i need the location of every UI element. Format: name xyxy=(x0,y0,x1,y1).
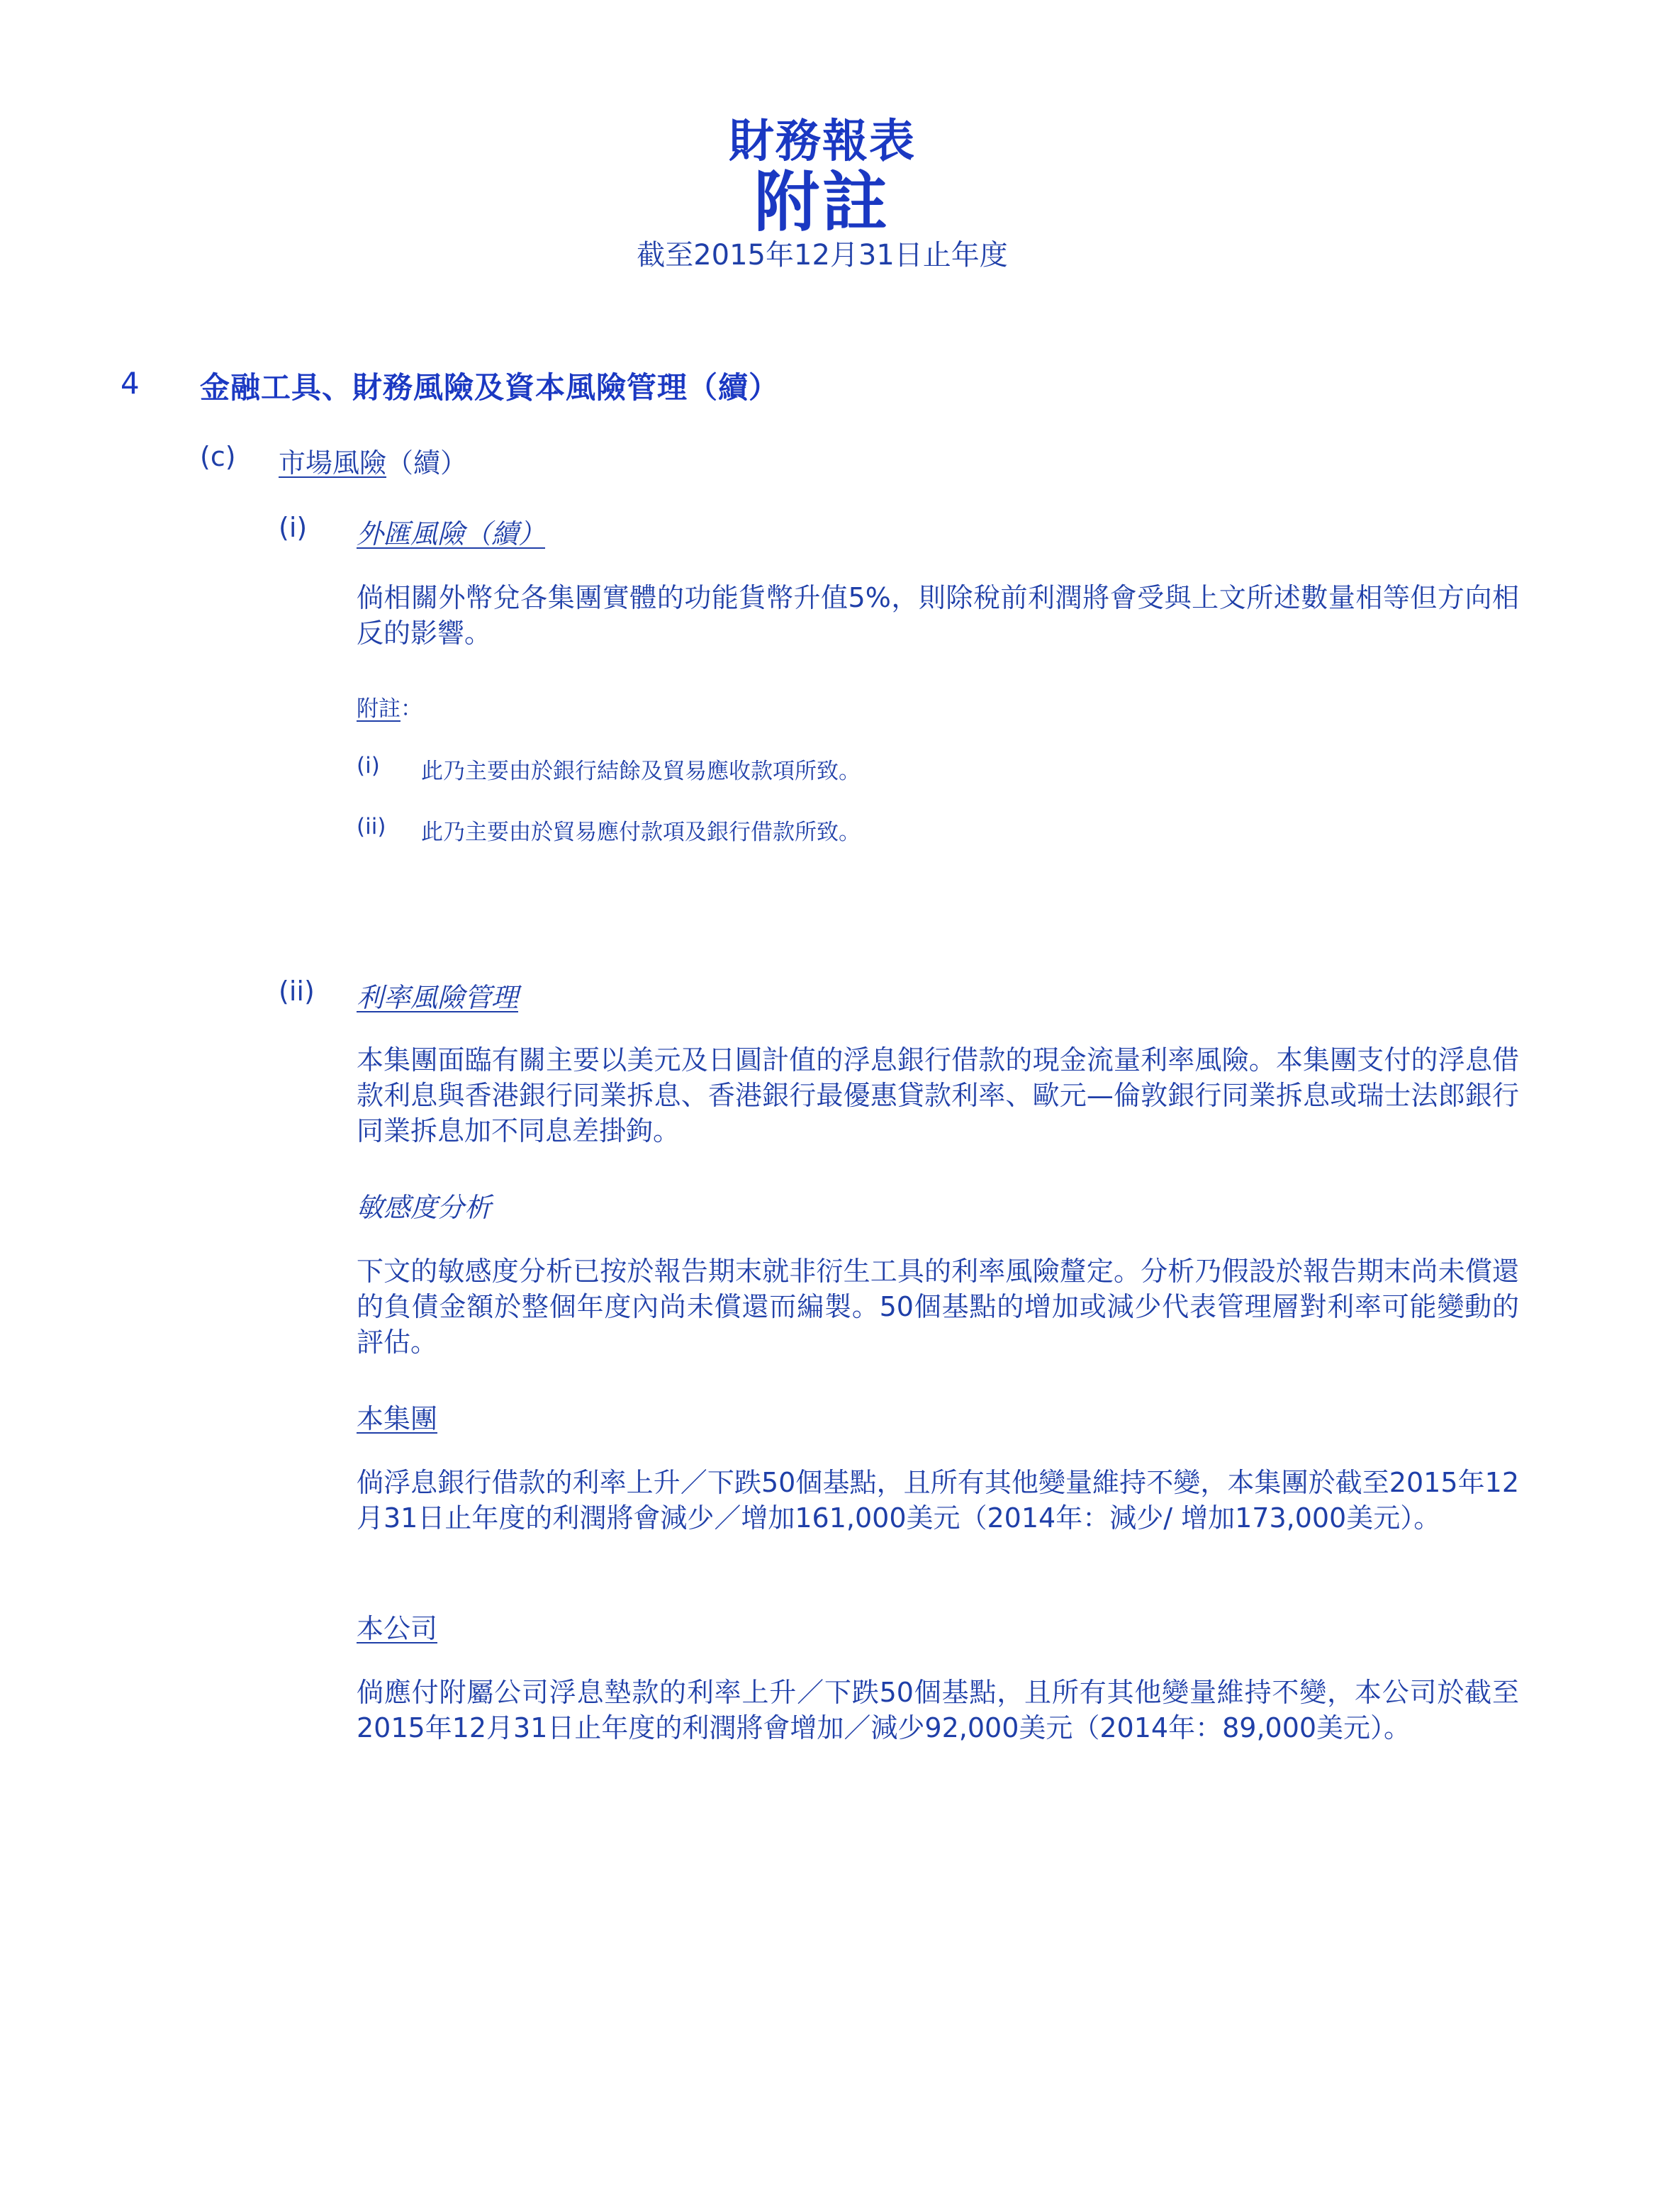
subsection-c-heading xyxy=(279,441,467,480)
sensitivity-paragraph: 下文的敏感度分析已按於報告期末就非衍生工具的利率風險釐定。分析乃假設於報告期末尚未償還的負債金額於整個年度內尚未償還而編製。50個基點的增加或減少代表管理層對利率可能變動的評估。 xyxy=(357,1256,1519,1358)
notes-title: 附註 xyxy=(754,164,890,240)
note-2-text: 此乃主要由於貿易應付款項及銀行借款所致。 xyxy=(421,820,861,845)
item-ii-marker: (ii) xyxy=(279,976,315,1007)
item-i-title: 外匯風險（續） xyxy=(357,518,546,549)
notes-colon: ： xyxy=(401,696,422,722)
item-ii-title: 利率風險管理 xyxy=(357,982,519,1013)
notes-heading xyxy=(357,691,422,722)
company-heading: 本公司 xyxy=(357,1613,438,1644)
note-1-marker: (i) xyxy=(357,753,380,778)
period-subtitle: 截至2015年12月31日止年度 xyxy=(637,239,1008,272)
sensitivity-heading: 敏感度分析 xyxy=(357,1192,492,1223)
report-title: 財務報表 xyxy=(729,116,916,168)
group-paragraph: 倘浮息銀行借款的利率上升／下跌50個基點，且所有其他變量維持不變，本集團於截至2015年12月31日止年度的利潤將會減少／增加161,000美元（2014年：減少/ 增加173,000美元）。 xyxy=(357,1467,1519,1534)
subsection-c-title: 市場風險 xyxy=(279,447,387,479)
note-1-text: 此乃主要由於銀行結餘及貿易應收款項所致。 xyxy=(421,759,861,784)
item-i-marker: (i) xyxy=(279,512,308,543)
company-paragraph: 倘應付附屬公司浮息墊款的利率上升／下跌50個基點，且所有其他變量維持不變，本公司於截至2015年12月31日止年度的利潤將會增加／減少92,000美元（2014年：89,000美元）。 xyxy=(357,1677,1519,1743)
item-ii-paragraph: 本集團面臨有關主要以美元及日圓計值的浮息銀行借款的現金流量利率風險。本集團支付的浮息借款利息與香港銀行同業拆息、香港銀行最優惠貸款利率、歐元—倫敦銀行同業拆息或瑞士法郎銀行同業拆息加不同息差掛鉤。 xyxy=(357,1044,1519,1146)
group-heading: 本集團 xyxy=(357,1403,438,1434)
item-i-paragraph: 倘相關外幣兌各集團實體的功能貨幣升值5%，則除稅前利潤將會受與上文所述數量相等但方向相反的影響。 xyxy=(357,582,1519,649)
note-2-marker: (ii) xyxy=(357,814,386,839)
subsection-c-title-suffix: （續） xyxy=(386,447,468,479)
notes-label: 附註 xyxy=(357,696,401,722)
section-title: 金融工具、財務風險及資本風險管理（續） xyxy=(200,370,780,405)
subsection-c-marker: (c) xyxy=(200,441,236,472)
section-number: 4 xyxy=(121,366,140,401)
